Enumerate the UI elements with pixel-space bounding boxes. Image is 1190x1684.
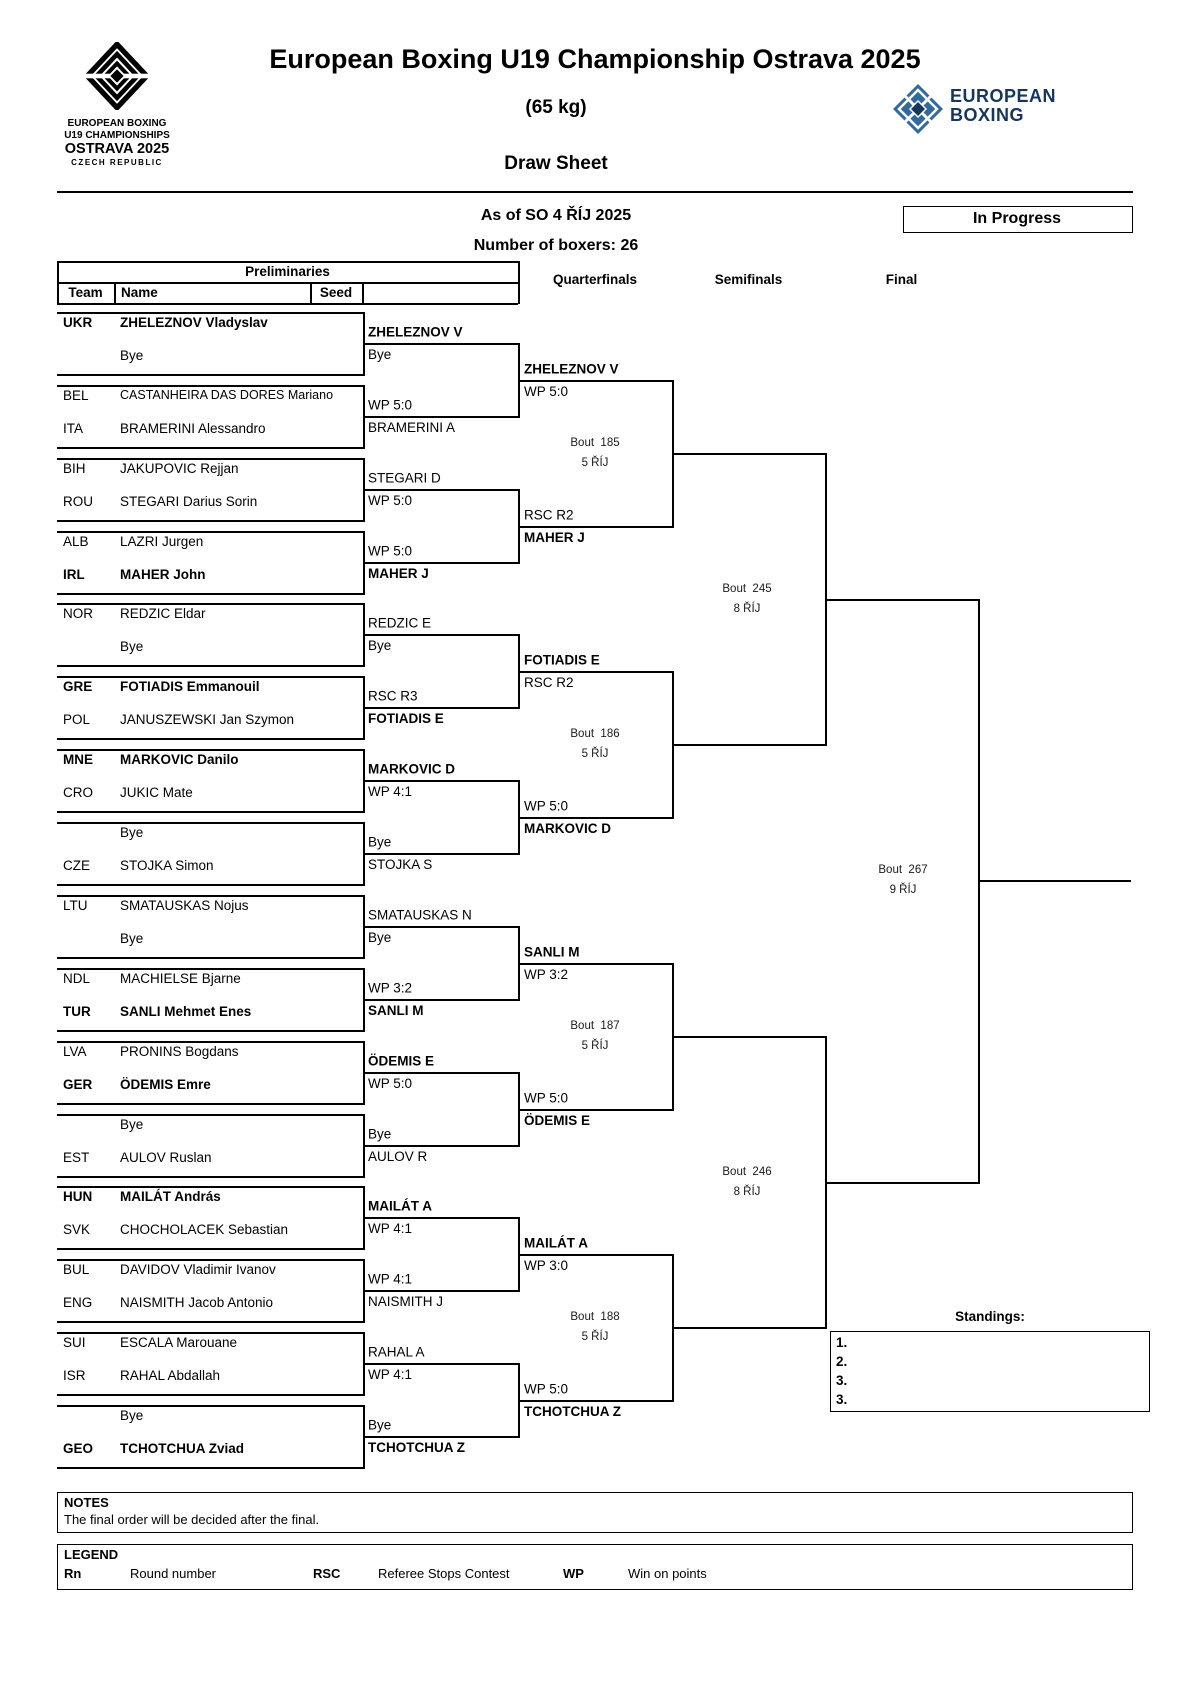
- bout-number-label: Bout 187: [570, 1019, 620, 1032]
- r16-label-above: SMATAUSKAS N: [368, 907, 472, 923]
- r16-slot-line: [363, 1436, 518, 1438]
- prelim-boxer-name: JANUSZEWSKI Jan Szymon: [120, 712, 295, 727]
- bout-number-label: Bout 185: [570, 436, 620, 449]
- prelim-boxer-name: CHOCHOLACEK Sebastian: [120, 1222, 289, 1237]
- standings-title: Standings:: [955, 1309, 1025, 1324]
- r16-label-above: ZHELEZNOV V: [368, 324, 463, 340]
- r16-label-below: WP 4:1: [368, 1367, 413, 1382]
- prelim-boxer-name: CASTANHEIRA DAS DORES Mariano: [120, 388, 334, 402]
- qf-label-above: FOTIADIS E: [524, 652, 600, 668]
- prelim-pair-top-line: [57, 1114, 363, 1116]
- qf-label-above: SANLI M: [524, 944, 580, 960]
- legend-abbr-rsc: RSC: [313, 1566, 341, 1581]
- prelim-team-code: HUN: [63, 1189, 93, 1204]
- standings-rank-2: 2.: [836, 1354, 848, 1369]
- standings-rank-3b: 3.: [836, 1392, 848, 1407]
- prelim-pair-bottom-line: [57, 1248, 363, 1250]
- prelim-team-code: SUI: [63, 1335, 86, 1350]
- r16-label-above: WP 4:1: [368, 1271, 413, 1287]
- prelim-team-code: IRL: [63, 567, 85, 582]
- r16-label-above: WP 3:2: [368, 980, 413, 996]
- r16-label-below: FOTIADIS E: [368, 711, 444, 726]
- column-header-team: Team: [68, 285, 103, 300]
- r16-label-above: WP 5:0: [368, 397, 413, 413]
- prelim-pair-top-line: [57, 531, 363, 533]
- prelim-boxer-name: MAILÁT András: [120, 1189, 221, 1204]
- legend-desc-rn: Round number: [130, 1566, 216, 1581]
- prelim-pair-bottom-line: [57, 811, 363, 813]
- boxers-count: Number of boxers: 26: [473, 237, 639, 254]
- r16-label-below: SANLI M: [368, 1003, 424, 1018]
- r16-label-above: REDZIC E: [368, 615, 432, 631]
- right-logo-line-1: EUROPEAN: [950, 86, 1057, 106]
- standings-rank-1: 1.: [836, 1335, 848, 1350]
- prelim-boxer-name: NAISMITH Jacob Antonio: [120, 1295, 274, 1310]
- prelim-bye: Bye: [120, 1408, 144, 1423]
- legend-title: LEGEND: [64, 1547, 119, 1562]
- prelim-pair-bottom-line: [57, 884, 363, 886]
- prelim-team-code: ISR: [63, 1368, 86, 1383]
- prelim-team-code: NOR: [63, 606, 93, 621]
- column-header-final: Final: [885, 272, 918, 287]
- prelim-pair-top-line: [57, 1405, 363, 1407]
- prelim-team-code: EST: [63, 1150, 90, 1165]
- r16-label-below: Bye: [368, 930, 392, 945]
- prelim-boxer-name: MACHIELSE Bjarne: [120, 971, 241, 986]
- qf-slot-line: [518, 817, 672, 819]
- bout-date-label: 5 ŘÍJ: [581, 748, 609, 760]
- qf-label-below: WP 3:2: [524, 967, 569, 982]
- prelim-header-bottom: [57, 303, 518, 305]
- r16-label-above: Bye: [368, 834, 392, 850]
- r16-label-above: WP 5:0: [368, 543, 413, 559]
- prelim-pair-top-line: [57, 968, 363, 970]
- prelim-team-code: ITA: [63, 421, 83, 436]
- qf-slot-line: [518, 963, 672, 965]
- prelim-boxer-name: STEGARI Darius Sorin: [120, 494, 258, 509]
- bout-date-label: 5 ŘÍJ: [581, 457, 609, 469]
- sf-slot-line: [672, 744, 825, 746]
- qf-label-below: TCHOTCHUA Z: [524, 1404, 621, 1419]
- final-slot-line: [825, 1182, 978, 1184]
- prelim-boxer-name: SANLI Mehmet Enes: [120, 1004, 252, 1019]
- prelim-team-code: MNE: [63, 752, 93, 767]
- prelim-pair-top-line: [57, 676, 363, 678]
- column-header-semifinals: Semifinals: [714, 272, 783, 287]
- column-header-name: Name: [121, 285, 158, 300]
- prelim-pair-top-line: [57, 822, 363, 824]
- qf-slot-line: [518, 1254, 672, 1256]
- r16-slot-line: [363, 1290, 518, 1292]
- qf-slot-line: [518, 380, 672, 382]
- prelim-pair-bottom-line: [57, 447, 363, 449]
- bout-number-label: Bout 245: [722, 582, 772, 595]
- prelim-pair-top-line: [57, 749, 363, 751]
- qf-label-below: MAHER J: [524, 530, 585, 545]
- standings-rank-3a: 3.: [836, 1373, 848, 1388]
- prelim-team-code: ENG: [63, 1295, 93, 1310]
- prelim-bye: Bye: [120, 931, 144, 946]
- qf-slot-line: [518, 1400, 672, 1402]
- qf-label-above: MAILÁT A: [524, 1235, 588, 1251]
- header-rule: [57, 191, 1133, 193]
- as-of-date: As of SO 4 ŘÍJ 2025: [480, 207, 632, 224]
- prelim-team-code: CRO: [63, 785, 93, 800]
- prelim-boxer-name: MARKOVIC Danilo: [120, 752, 239, 767]
- r16-label-below: AULOV R: [368, 1149, 428, 1164]
- r16-label-below: MAHER J: [368, 566, 429, 581]
- r16-label-below: WP 4:1: [368, 1221, 413, 1236]
- r16-label-above: MARKOVIC D: [368, 761, 455, 777]
- r16-label-below: Bye: [368, 638, 392, 653]
- qf-label-below: WP 5:0: [524, 384, 569, 399]
- prelim-pair-bottom-line: [57, 1176, 363, 1178]
- sf-slot-line: [672, 1327, 825, 1329]
- qf-label-below: MARKOVIC D: [524, 821, 611, 836]
- status-box: [903, 206, 1133, 233]
- legend-box: [57, 1544, 1133, 1590]
- prelim-team-code: GER: [63, 1077, 93, 1092]
- prelim-boxer-name: LAZRI Jurgen: [120, 534, 204, 549]
- bout-date-label: 8 ŘÍJ: [733, 1186, 761, 1198]
- r16-label-above: Bye: [368, 1417, 392, 1433]
- prelim-pair-top-line: [57, 1186, 363, 1188]
- r16-slot-line: [363, 1217, 518, 1219]
- r16-slot-line: [363, 562, 518, 564]
- prelim-pair-bottom-line: [57, 1030, 363, 1032]
- sheet-name: Draw Sheet: [504, 153, 608, 174]
- prelim-team-code: ALB: [63, 534, 89, 549]
- r16-slot-line: [363, 634, 518, 636]
- prelim-pair-bottom-line: [57, 593, 363, 595]
- team-name-divider: [114, 282, 116, 304]
- prelim-team-code: ROU: [63, 494, 93, 509]
- right-logo-line-2: BOXING: [950, 105, 1025, 125]
- column-header-quarterfinals: Quarterfinals: [552, 272, 638, 287]
- r16-label-above: MAILÁT A: [368, 1198, 432, 1214]
- prelim-pair-bottom-line: [57, 1467, 363, 1469]
- prelim-team-code: UKR: [63, 315, 93, 330]
- r16-label-above: RAHAL A: [368, 1344, 425, 1360]
- sf-slot-line: [672, 453, 825, 455]
- prelim-boxer-name: RAHAL Abdallah: [120, 1368, 221, 1383]
- prelim-boxer-name: SMATAUSKAS Nojus: [120, 898, 249, 913]
- bout-date-label: 5 ŘÍJ: [581, 1331, 609, 1343]
- r16-slot-line: [363, 853, 518, 855]
- bout-number-label: Bout 188: [570, 1310, 620, 1323]
- notes-title: NOTES: [64, 1495, 109, 1510]
- left-logo-line-2: U19 CHAMPIONSHIPS: [64, 130, 170, 141]
- prelim-pair-top-line: [57, 385, 363, 387]
- r16-slot-line: [363, 1072, 518, 1074]
- seed-end-divider: [362, 282, 364, 304]
- r16-slot-line: [363, 999, 518, 1001]
- prelim-team-code: SVK: [63, 1222, 91, 1237]
- prelim-team-code: GRE: [63, 679, 93, 694]
- prelim-boxer-name: MAHER John: [120, 567, 206, 582]
- r16-slot-line: [363, 1145, 518, 1147]
- prelim-boxer-name: DAVIDOV Vladimir Ivanov: [120, 1262, 276, 1277]
- bout-number-label: Bout 246: [722, 1165, 772, 1178]
- qf-slot-line: [518, 1109, 672, 1111]
- r16-slot-line: [363, 707, 518, 709]
- r16-slot-line: [363, 343, 518, 345]
- qf-label-below: RSC R2: [524, 675, 574, 690]
- r16-slot-line: [363, 926, 518, 928]
- legend-abbr-wp: WP: [563, 1566, 584, 1581]
- weight-category: (65 kg): [525, 97, 587, 118]
- prelim-team-code: CZE: [63, 858, 90, 873]
- prelim-team-code: NDL: [63, 971, 91, 986]
- notes-box: [57, 1492, 1133, 1533]
- prelim-bye: Bye: [120, 639, 144, 654]
- prelim-pair-top-line: [57, 1259, 363, 1261]
- qf-label-above: WP 5:0: [524, 1090, 569, 1106]
- prelim-pair-top-line: [57, 895, 363, 897]
- prelim-bye: Bye: [120, 348, 144, 363]
- r16-slot-line: [363, 489, 518, 491]
- prelim-boxer-name: AULOV Ruslan: [120, 1150, 212, 1165]
- r16-label-above: STEGARI D: [368, 470, 441, 486]
- column-header-seed: Seed: [319, 285, 353, 300]
- prelim-pair-top-line: [57, 312, 363, 314]
- r16-label-above: RSC R3: [368, 688, 418, 704]
- prelim-boxer-name: STOJKA Simon: [120, 858, 214, 873]
- winner-line: [978, 880, 1131, 882]
- r16-label-below: TCHOTCHUA Z: [368, 1440, 465, 1455]
- prelim-boxer-name: FOTIADIS Emmanouil: [120, 679, 260, 694]
- prelim-boxer-name: JUKIC Mate: [120, 785, 193, 800]
- prelim-team-code: BUL: [63, 1262, 90, 1277]
- r16-slot-line: [363, 1363, 518, 1365]
- qf-label-above: WP 5:0: [524, 798, 569, 814]
- prelim-header-mid: [57, 282, 518, 284]
- qf-slot-line: [518, 526, 672, 528]
- prelim-pair-bottom-line: [57, 957, 363, 959]
- bout-date-label: 8 ŘÍJ: [733, 603, 761, 615]
- prelim-boxer-name: REDZIC Eldar: [120, 606, 206, 621]
- left-logo-line-1: EUROPEAN BOXING: [67, 118, 167, 129]
- prelim-pair-bottom-line: [57, 1394, 363, 1396]
- qf-label-below: WP 3:0: [524, 1258, 569, 1273]
- prelim-boxer-name: ESCALA Marouane: [120, 1335, 238, 1350]
- prelim-pair-top-line: [57, 1332, 363, 1334]
- prelim-team-code: POL: [63, 712, 91, 727]
- qf-label-above: ZHELEZNOV V: [524, 361, 619, 377]
- prelim-pair-top-line: [57, 603, 363, 605]
- prelim-pair-bottom-line: [57, 1321, 363, 1323]
- legend-desc-wp: Win on points: [628, 1566, 707, 1581]
- notes-text: The final order will be decided after the final.: [64, 1512, 320, 1527]
- r16-label-above: Bye: [368, 1126, 392, 1142]
- prelim-pair-top-line: [57, 1041, 363, 1043]
- page-title: European Boxing U19 Championship Ostrava 2025: [269, 44, 921, 74]
- prelim-boxer-name: ÖDEMIS Emre: [120, 1077, 211, 1092]
- prelim-team-code: BIH: [63, 461, 86, 476]
- prelim-pair-bottom-line: [57, 520, 363, 522]
- qf-label-above: RSC R2: [524, 507, 574, 523]
- legend-abbr-rn: Rn: [64, 1566, 82, 1581]
- prelim-boxer-name: TCHOTCHUA Zviad: [120, 1441, 244, 1456]
- prelim-team-code: LTU: [63, 898, 88, 913]
- prelim-boxer-name: PRONINS Bogdans: [120, 1044, 239, 1059]
- bout-number-label: Bout 186: [570, 727, 620, 740]
- r16-label-below: Bye: [368, 347, 392, 362]
- r16-slot-line: [363, 416, 518, 418]
- r16-label-below: WP 5:0: [368, 1076, 413, 1091]
- legend-desc-rsc: Referee Stops Contest: [378, 1566, 510, 1581]
- prelim-pair-bottom-line: [57, 1103, 363, 1105]
- prelim-boxer-name: BRAMERINI Alessandro: [120, 421, 266, 436]
- prelim-team-code: TUR: [63, 1004, 91, 1019]
- bout-number-label: Bout 267: [878, 863, 928, 876]
- prelim-boxer-name: JAKUPOVIC Rejjan: [120, 461, 239, 476]
- left-logo-line-3: OSTRAVA 2025: [64, 141, 170, 157]
- prelim-bye: Bye: [120, 1117, 144, 1132]
- prelim-pair-top-line: [57, 458, 363, 460]
- sf-slot-line: [672, 1036, 825, 1038]
- r16-label-below: STOJKA S: [368, 857, 433, 872]
- r16-label-above: ÖDEMIS E: [368, 1053, 435, 1069]
- prelim-header-top: [57, 261, 518, 263]
- prelim-pair-bottom-line: [57, 738, 363, 740]
- final-slot-line: [825, 599, 978, 601]
- final-bracket-vline: [978, 599, 980, 1184]
- left-logo-line-4: CZECH REPUBLIC: [71, 158, 163, 167]
- prelim-pair-bottom-line: [57, 665, 363, 667]
- qf-label-below: ÖDEMIS E: [524, 1113, 591, 1128]
- prelim-team-code: LVA: [63, 1044, 87, 1059]
- standings-box: [830, 1331, 1150, 1412]
- r16-label-below: NAISMITH J: [368, 1294, 444, 1309]
- r16-label-below: BRAMERINI A: [368, 420, 456, 435]
- prelim-bye: Bye: [120, 825, 144, 840]
- status-badge: In Progress: [972, 210, 1062, 227]
- bout-date-label: 5 ŘÍJ: [581, 1040, 609, 1052]
- bout-date-label: 9 ŘÍJ: [889, 884, 917, 896]
- qf-slot-line: [518, 671, 672, 673]
- prelim-team-code: BEL: [63, 388, 89, 403]
- qf-label-above: WP 5:0: [524, 1381, 569, 1397]
- column-header-preliminaries: Preliminaries: [245, 264, 330, 279]
- prelim-team-code: GEO: [63, 1441, 94, 1456]
- r16-slot-line: [363, 780, 518, 782]
- prelim-pair-bottom-line: [57, 374, 363, 376]
- r16-label-below: WP 5:0: [368, 493, 413, 508]
- r16-label-below: WP 4:1: [368, 784, 413, 799]
- prelim-boxer-name: ZHELEZNOV Vladyslav: [120, 315, 268, 330]
